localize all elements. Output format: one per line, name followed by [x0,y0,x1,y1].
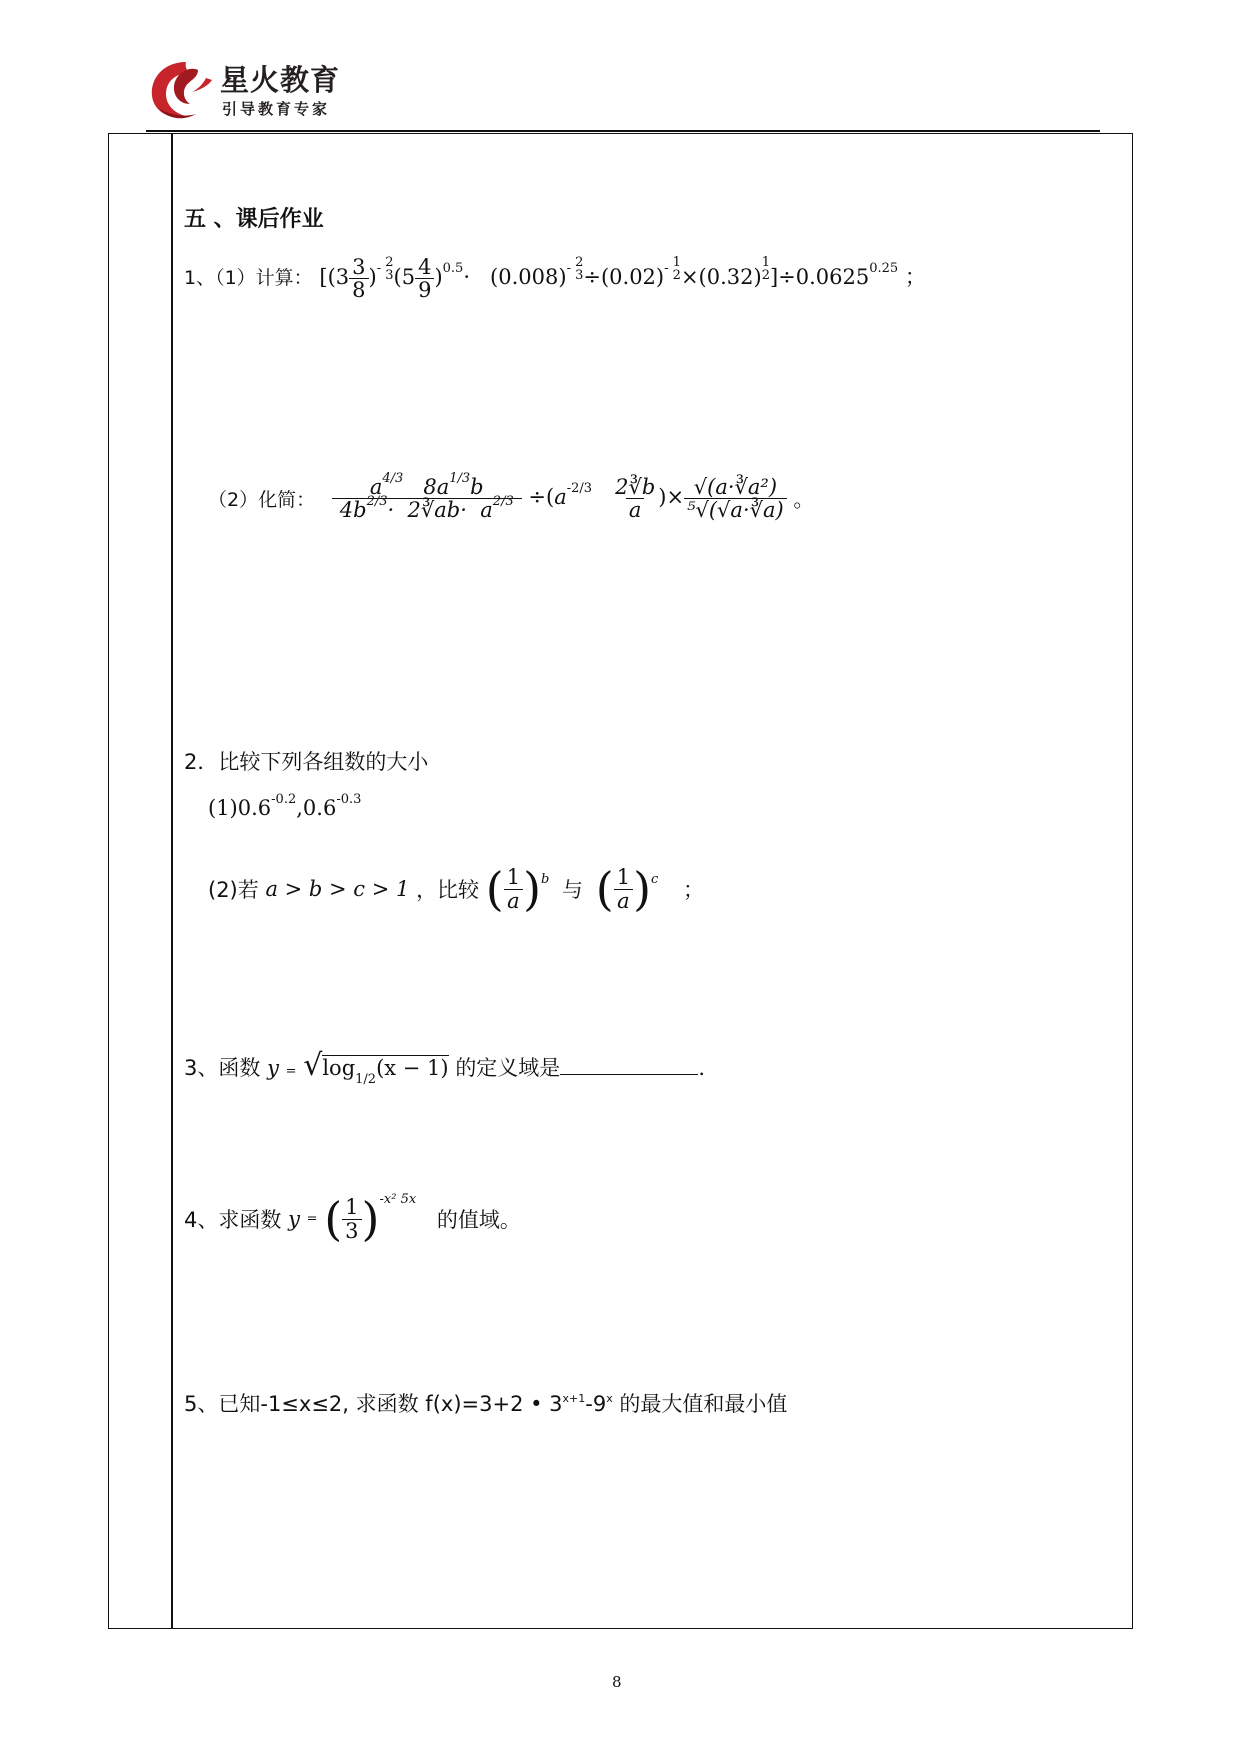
question-2-part-2: (2)若 a > b > c > 1 ，比较 ( $\frac{1}{a}$ )$^b$ 与 ( $\frac{1}{a}$ )$^c$ ； [208,862,704,916]
section-title: 五 、课后作业 [184,207,324,232]
q1-p1-expression: [(3 $\frac{3}{8}$ )$^{- 2 3}$ (5 $\frac{4}{9}$ )$^{0.5}\cdot (0.008)^{- 2 3}$ $\div(0.02)^{- 1 2}$ ×(0.32) $^{1 2}$ ]$\div 0.0625^{0.25}$ [319,254,899,303]
q1-p2-label: （2）化简： [208,489,316,512]
q1-p1-label: 1、（1）计算： [184,267,313,290]
table-column-divider [171,133,173,1629]
page-number: 8 [612,1673,622,1691]
question-2-part-1: $(1)0.6^{-0.2},0.6^{-0.3}$ [208,792,362,820]
flame-logo-icon [146,56,218,122]
brand-slogan: 引导教育专家 [222,100,331,118]
answer-blank[interactable] [560,1054,698,1075]
question-3: 3、函数 $y = √\log_{1/2}(x - 1)$ 的定义域是 . [184,1048,705,1087]
question-1-part-1 [184,256,926,301]
header-divider [146,130,1100,132]
q1-p2-expression: $\frac{a^{4/3} 8a^{1/3}b}{4b^{2/3}\cdot 2∛ab\cdot a^{2/3}}$ $\div(a^{-2/3}$ $\frac{2∛b}{a}$ )× $\frac{\text{√(a·∛a²)}}{\text{⁵√(√a·∛a)}}$ [322,485,794,509]
question-2-title: 2．比较下列各组数的大小 [184,750,429,774]
q1-p2-end: 。 [793,487,815,512]
question-5: 5、已知-1≤x≤2, 求函数 f(x)=3+2 • $3^{x+1}-9^x$ 的最大值和最小值 [184,1392,788,1416]
brand-name: 星火教育 [220,63,341,97]
question-1-part-2 [208,471,815,523]
brand-logo [146,56,376,122]
question-4: 4、求函数 y = ( $\frac{1}{3}$ )$^{-x^2 5x}$ 的值域。 [184,1191,521,1246]
q1-p1-end: ； [904,265,926,290]
